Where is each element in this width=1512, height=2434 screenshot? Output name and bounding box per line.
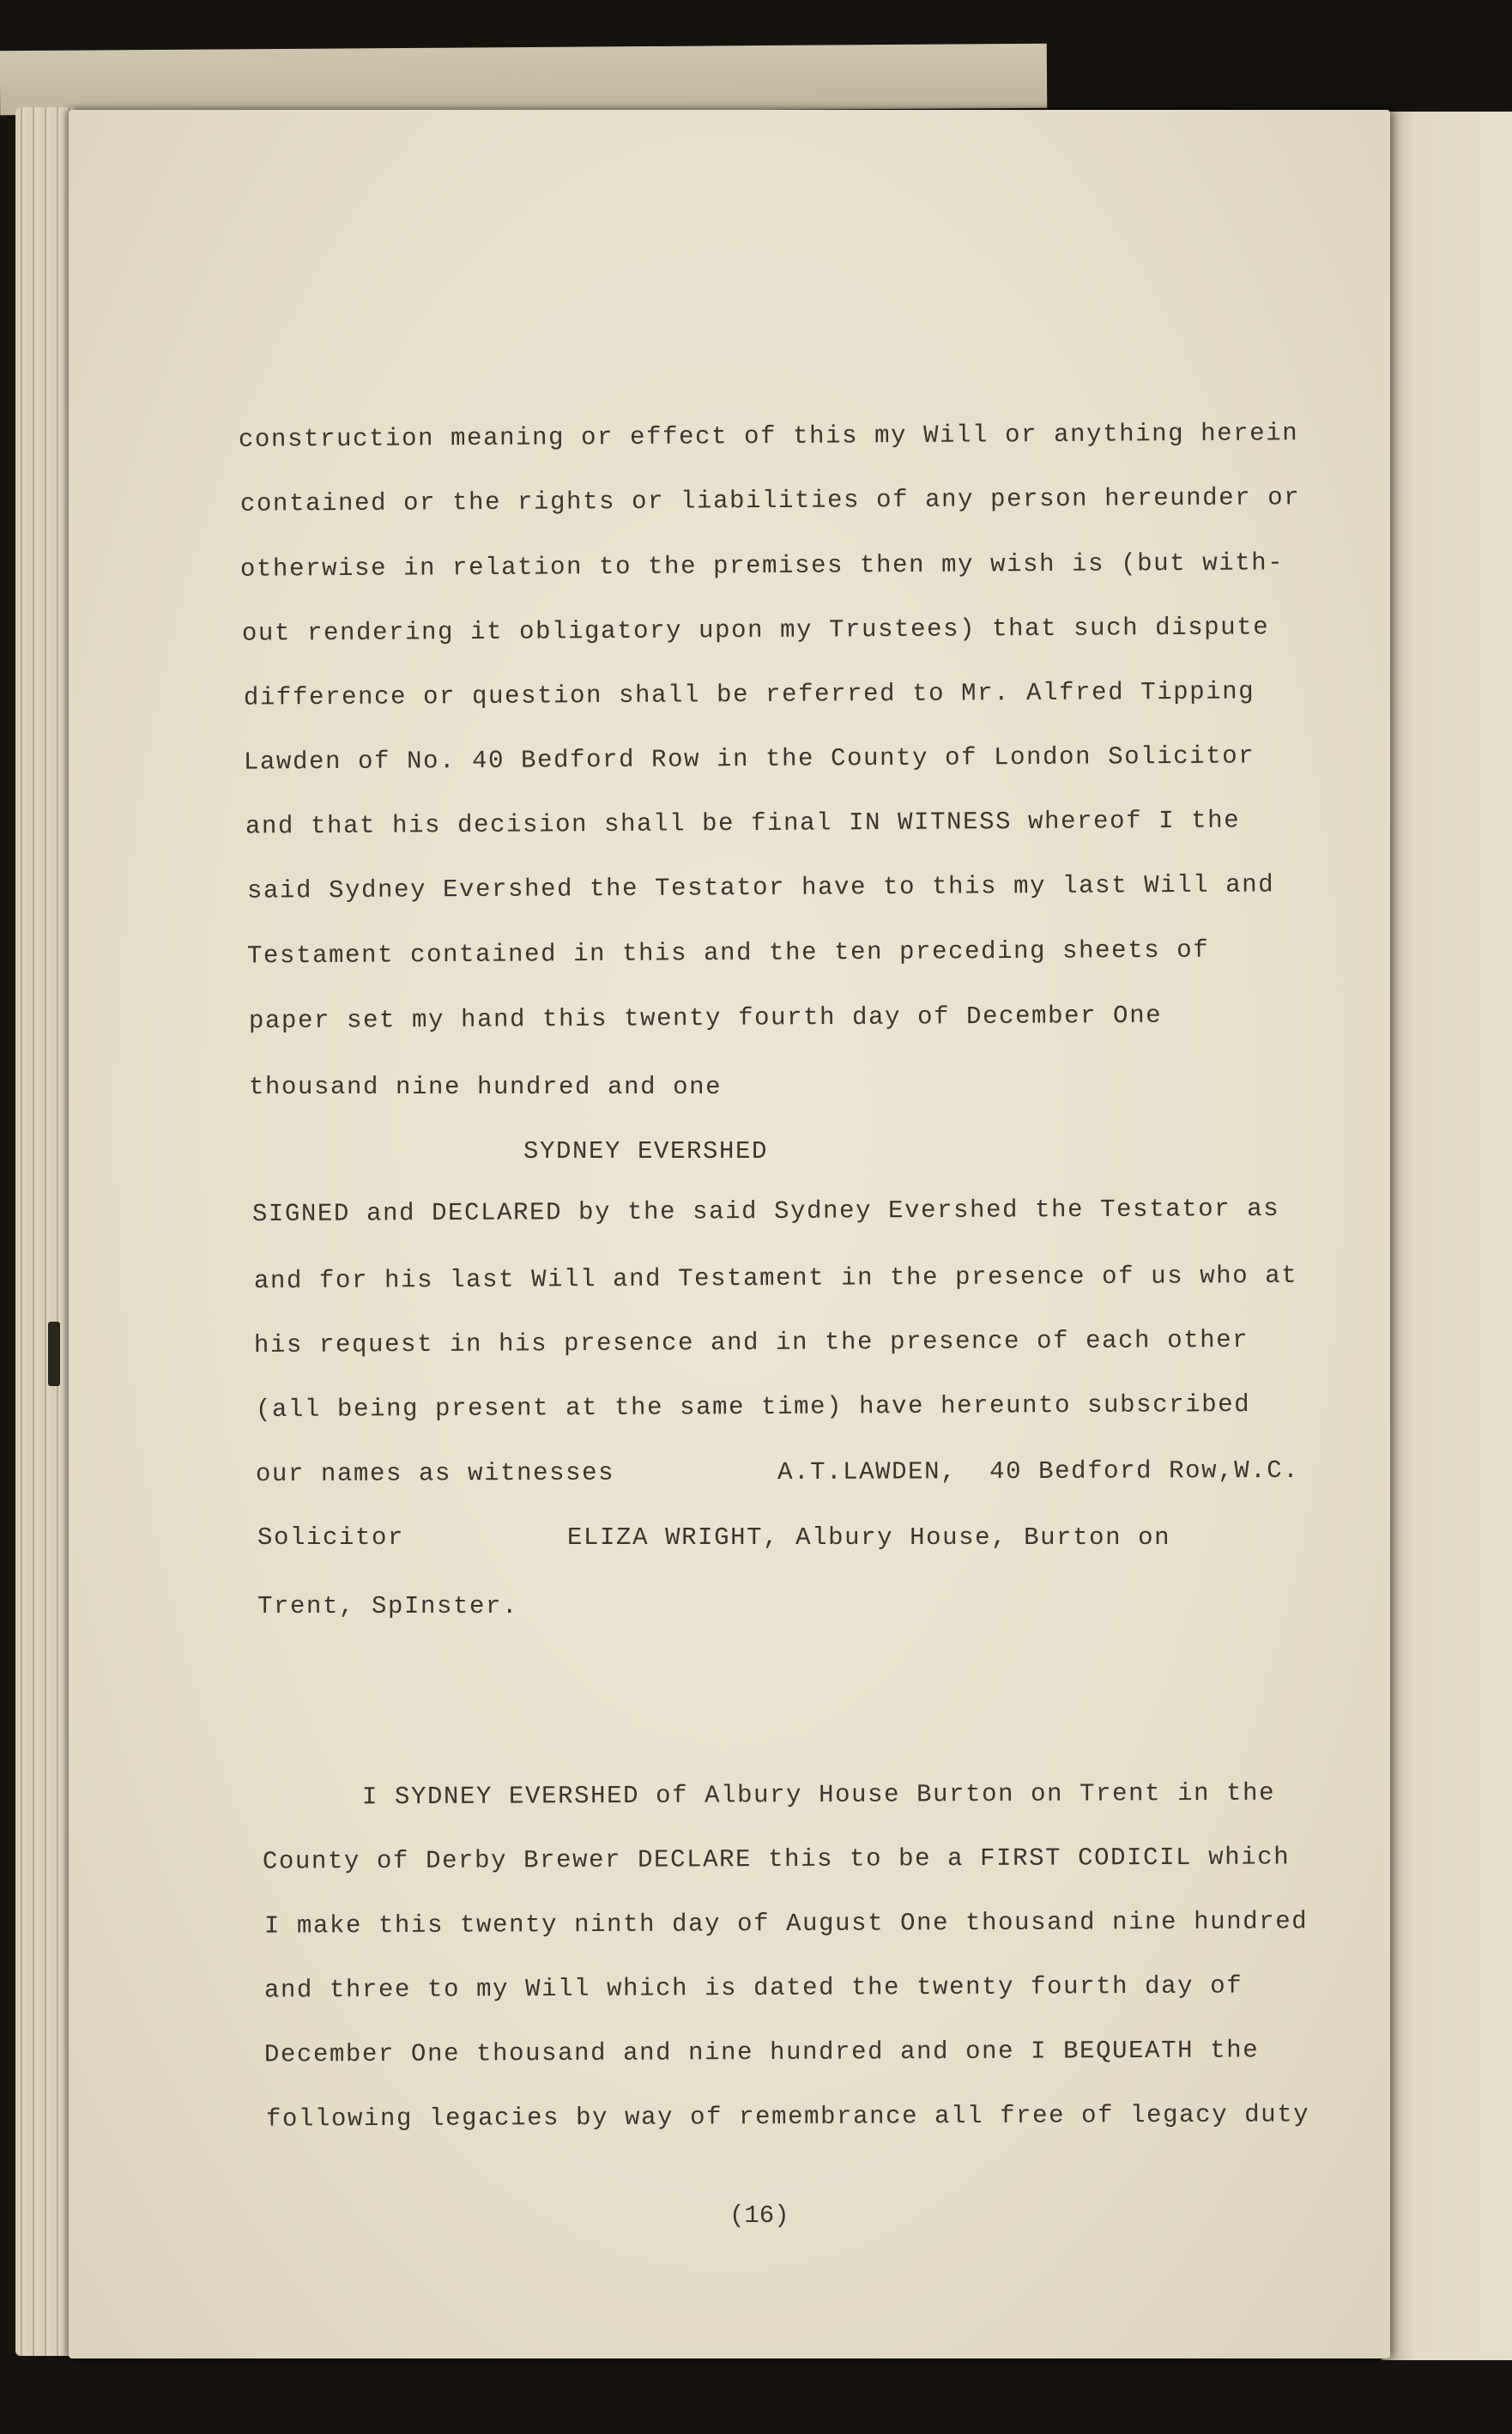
codicil-line: I make this twenty ninth day of August One thousand nine hundred (263, 1907, 1309, 1941)
witness-line: our names as witnesses A.T.LAWDEN, 40 Bedford Row,W.C. (255, 1456, 1300, 1489)
codicil-line: December One thousand and nine hundred and one I BEQUEATH the (263, 2036, 1260, 2069)
text-line: thousand nine hundred and one (249, 1073, 723, 1101)
text-line: out rendering it obligatory upon my Trustees) that such dispute (241, 613, 1270, 648)
codicil-line: and three to my Will which is dated the twenty fourth day of (263, 1971, 1243, 2005)
text-line: Testament contained in this and the ten preceding sheets of (246, 935, 1210, 971)
witness-line: Solicitor ELIZA WRIGHT, Albury House, Burton on (257, 1523, 1171, 1552)
binding-clip (48, 1322, 60, 1386)
text-line: otherwise in relation to the premises then my wish is (but with- (239, 548, 1285, 584)
page-number: (16) (729, 2201, 789, 2230)
page-stack-edge (15, 107, 76, 2356)
text-line: SIGNED and DECLARED by the said Sydney Evershed the Testator as (251, 1194, 1280, 1229)
codicil-line: I SYDNEY EVERSHED of Albury House Burton on Trent in the (361, 1778, 1276, 1812)
text-line: and that his decision shall be final IN WITNESS whereof I the (245, 806, 1241, 841)
text-line: difference or question shall be referred to Mr. Alfred Tipping (243, 677, 1255, 712)
text-line: and for his last Will and Testament in the presence of us who at (253, 1261, 1298, 1296)
signature-name: SYDNEY EVERSHED (523, 1137, 769, 1166)
text-line: his request in his presence and in the presence of each other (253, 1325, 1249, 1360)
previous-page-edge (0, 44, 1047, 116)
text-line: (all being present at the same time) have hereunto subscribed (255, 1390, 1251, 1425)
text-line: Trent, SpInster. (257, 1592, 519, 1620)
codicil-line: following legacies by way of remembrance all free of legacy duty (265, 2100, 1310, 2134)
facing-page-edge (1382, 112, 1512, 2360)
text-line: Lawden of No. 40 Bedford Row in the County of London Solicitor (243, 742, 1255, 777)
text-line: said Sydney Evershed the Testator have to this my last Will and (246, 870, 1275, 905)
codicil-line: County of Derby Brewer DECLARE this to be a FIRST CODICIL which (262, 1843, 1291, 1876)
text-line: paper set my hand this twenty fourth day of December One (248, 1001, 1163, 1036)
text-line: contained or the rights or liabilities of any person hereunder or (239, 483, 1301, 518)
text-line: construction meaning or effect of this my Will or anything herein (238, 419, 1299, 454)
